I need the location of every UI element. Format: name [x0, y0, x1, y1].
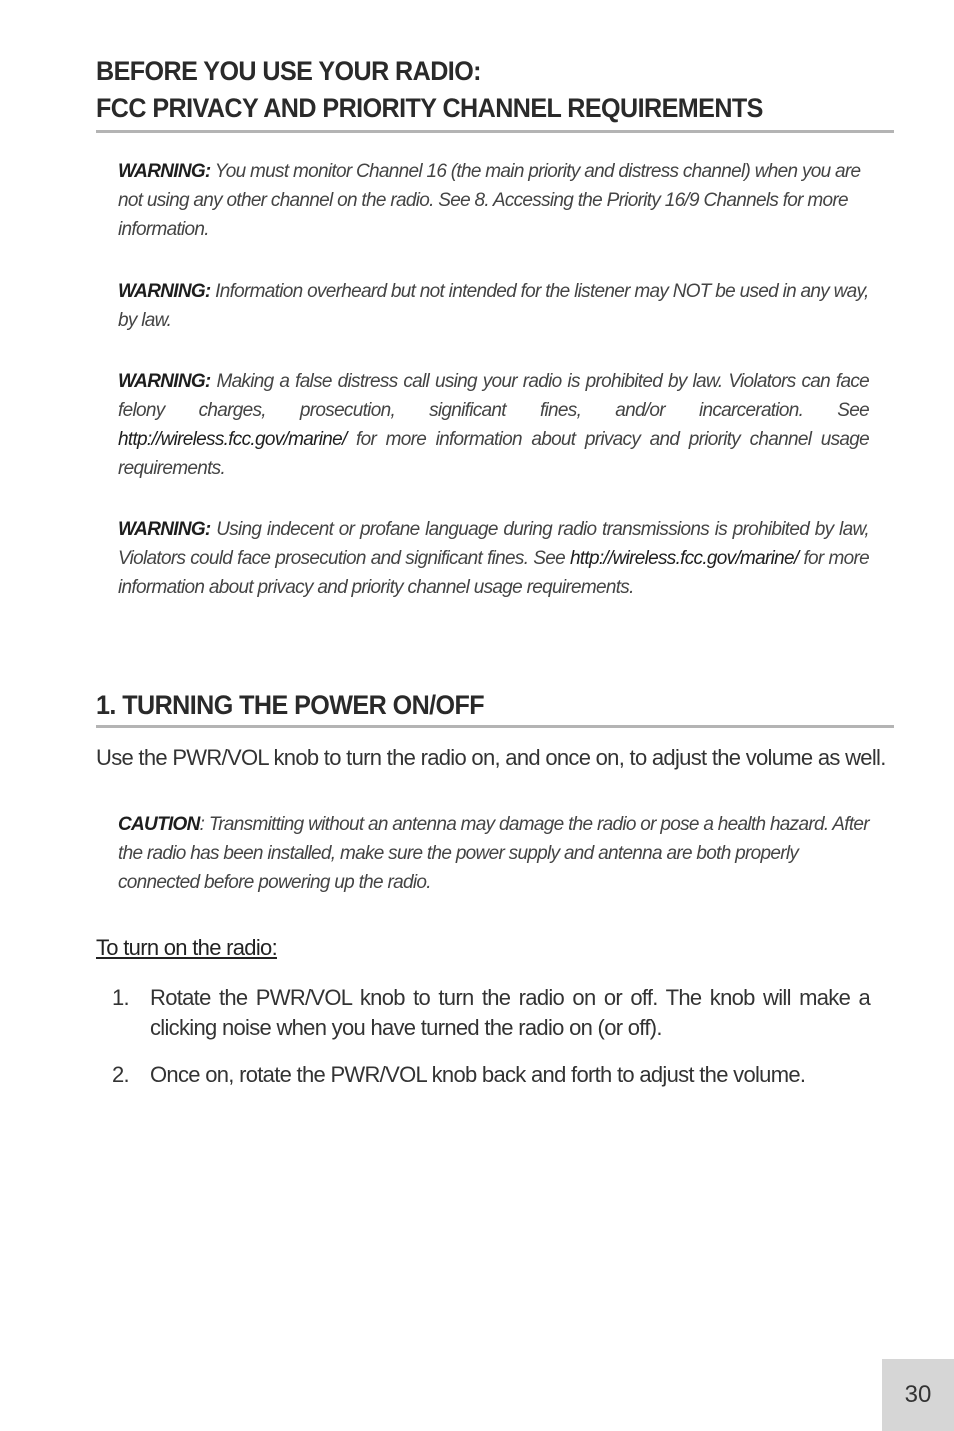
warning-text-after: for more information about privacy and priority channel usage requirements. — [118, 429, 869, 479]
caution-label: CAUTION — [118, 814, 200, 835]
caution-antenna — [118, 810, 869, 897]
warning-label: WARNING: — [118, 161, 211, 182]
step-number: 2. — [112, 1062, 129, 1087]
step-text: Once on, rotate the PWR/VOL knob back and forth to adjust the volume. — [150, 1062, 806, 1087]
fcc-marine-link[interactable]: http://wireless.fcc.gov/marine/ — [569, 548, 799, 569]
warning-text: You must monitor Channel 16 (the main priority and distress channel) when you are not using any other channel on the radio. See 8. Accessing the Priority 16/9 Channels for more information. — [118, 161, 861, 240]
warning-label: WARNING: — [118, 281, 211, 302]
page-number: 30 — [882, 1359, 954, 1431]
turn-on-steps — [112, 983, 870, 1107]
warning-text: Making a false distress call using your radio is prohibited by law. Violators can face felony charges, prosecution, significant fines, and/or incarceration. See — [118, 371, 869, 421]
caution-text: : Transmitting without an antenna may damage the radio or pose a health hazard. After the radio has been installed, make sure the power supply and antenna are both properly connected before powering up the radio. — [118, 814, 869, 893]
title-divider — [96, 130, 894, 133]
step-number: 1. — [112, 985, 129, 1010]
list-item — [112, 983, 870, 1043]
list-item — [112, 1060, 870, 1090]
section-title-power: 1. TURNING THE POWER ON/OFF — [96, 690, 485, 720]
turn-on-subheading: To turn on the radio: — [96, 935, 277, 960]
warning-text: Information overheard but not intended for the listener may NOT be used in any way, by law. — [118, 281, 869, 331]
warning-channel-16 — [118, 157, 869, 244]
section-title-line-2: FCC PRIVACY AND PRIORITY CHANNEL REQUIREMENTS — [96, 93, 763, 123]
fcc-marine-link[interactable]: http://wireless.fcc.gov/marine/ — [118, 429, 347, 450]
step-text: Rotate the PWR/VOL knob to turn the radio on or off. The knob will make a clicking noise when you have turned the radio on (or off). — [150, 985, 870, 1040]
warning-profane-language — [118, 515, 869, 602]
warning-overheard-info — [118, 277, 869, 335]
warning-label: WARNING: — [118, 519, 211, 540]
warning-text: Using indecent or profane language during radio transmissions is prohibited by law, Violators could face prosecution and significant fines. See — [118, 519, 869, 569]
title-divider — [96, 725, 894, 728]
warning-label: WARNING: — [118, 371, 211, 392]
section-title-line-1: BEFORE YOU USE YOUR RADIO: — [96, 56, 481, 86]
power-intro-text: Use the PWR/VOL knob to turn the radio on, and once on, to adjust the volume as well. — [96, 745, 886, 770]
warning-text-after: for more information about privacy and priority channel usage requirements. — [118, 548, 870, 598]
section-title-fcc — [96, 53, 838, 127]
warning-false-distress — [118, 367, 869, 483]
